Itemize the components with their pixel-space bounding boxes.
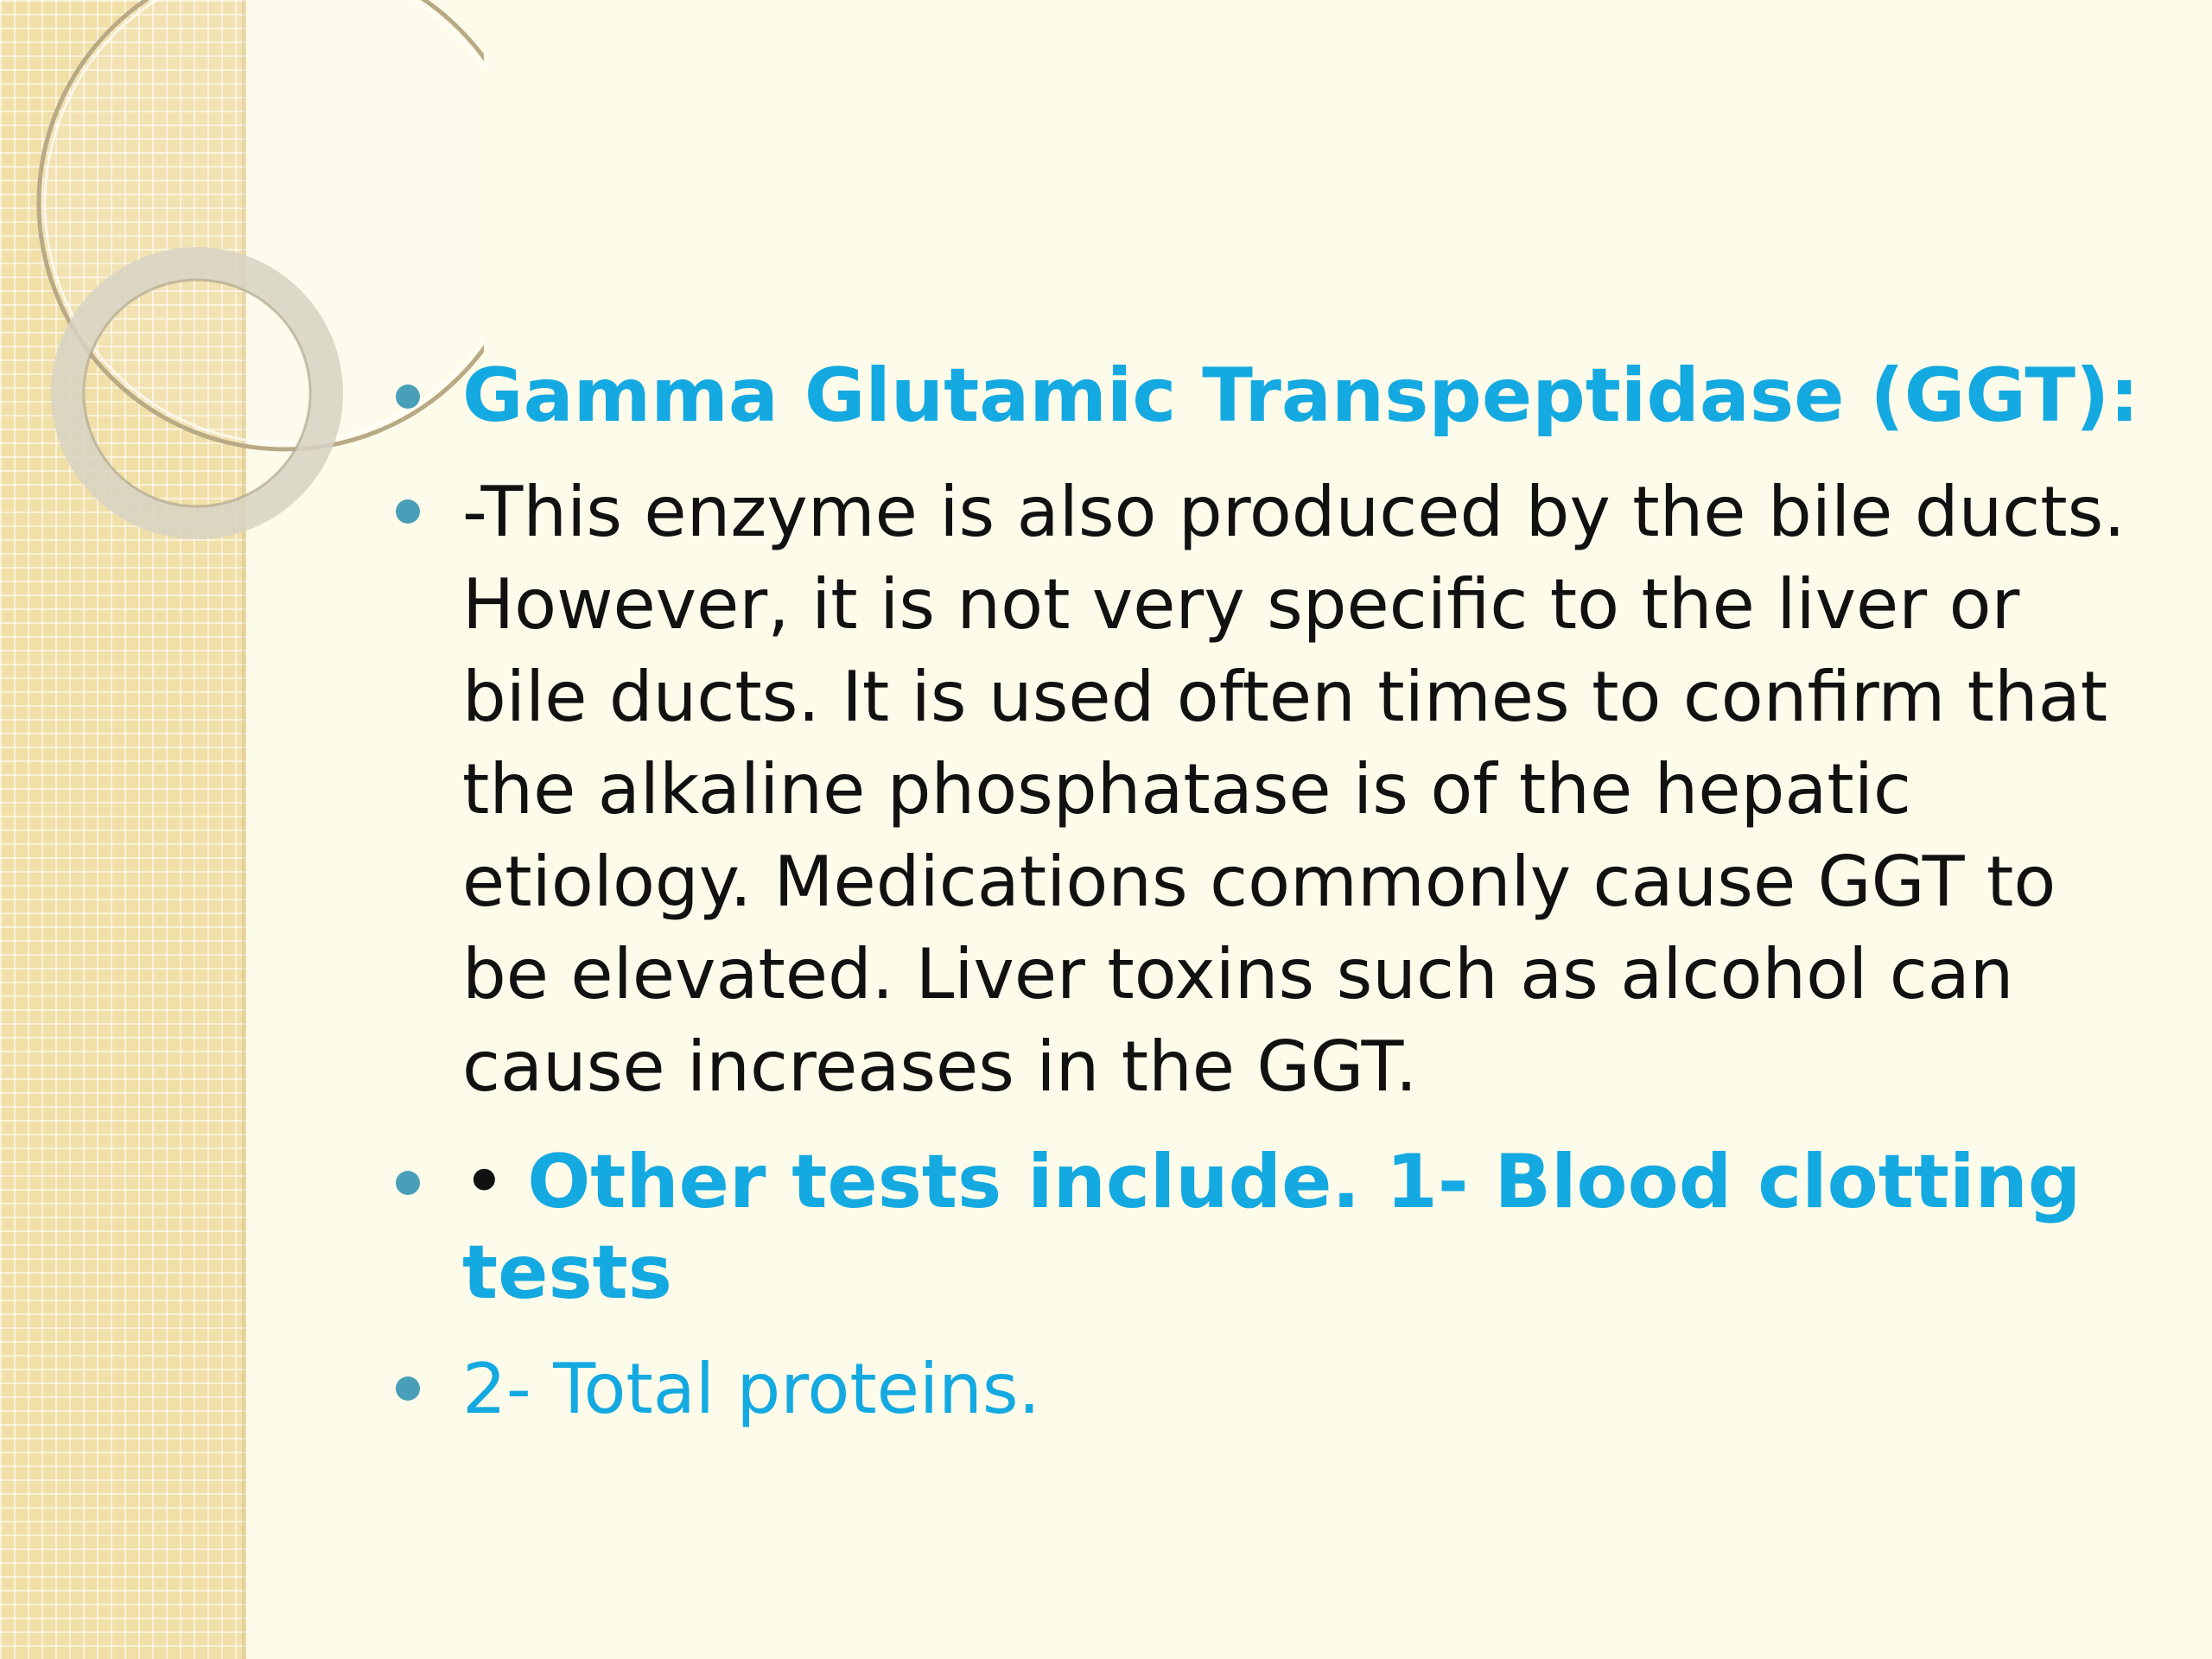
bullet-dot-icon bbox=[396, 385, 420, 409]
bullet-dot-icon bbox=[396, 1376, 420, 1401]
bullet-dot-icon bbox=[396, 499, 420, 524]
total-proteins-text: 2- Total proteins. bbox=[462, 1349, 1040, 1429]
ggt-description-text: -This enzyme is also produced by the bile ducts. However, it is not very specific to the liver or bile ducts. It is used often times to confirm that the alkaline phosphatase is of the hepatic etiology. Medications commonly cause GGT to be elevated. Liver toxins such as alcohol can cause increases in the GGT. bbox=[462, 472, 2126, 1107]
bullet-dot-icon bbox=[396, 1171, 420, 1195]
bullet-ggt-heading bbox=[380, 350, 2160, 441]
inline-bullet-char: • bbox=[462, 1139, 506, 1225]
other-tests-text: Other tests include. 1- Blood clotting tests bbox=[462, 1139, 2082, 1316]
ggt-heading-text: Gamma Glutamic Transpeptidase (GGT): bbox=[462, 353, 2139, 439]
bullet-ggt-description bbox=[380, 465, 2160, 1112]
bullet-total-proteins bbox=[380, 1342, 2160, 1434]
slide-content bbox=[380, 350, 2160, 1459]
bullet-other-tests bbox=[380, 1136, 2160, 1318]
